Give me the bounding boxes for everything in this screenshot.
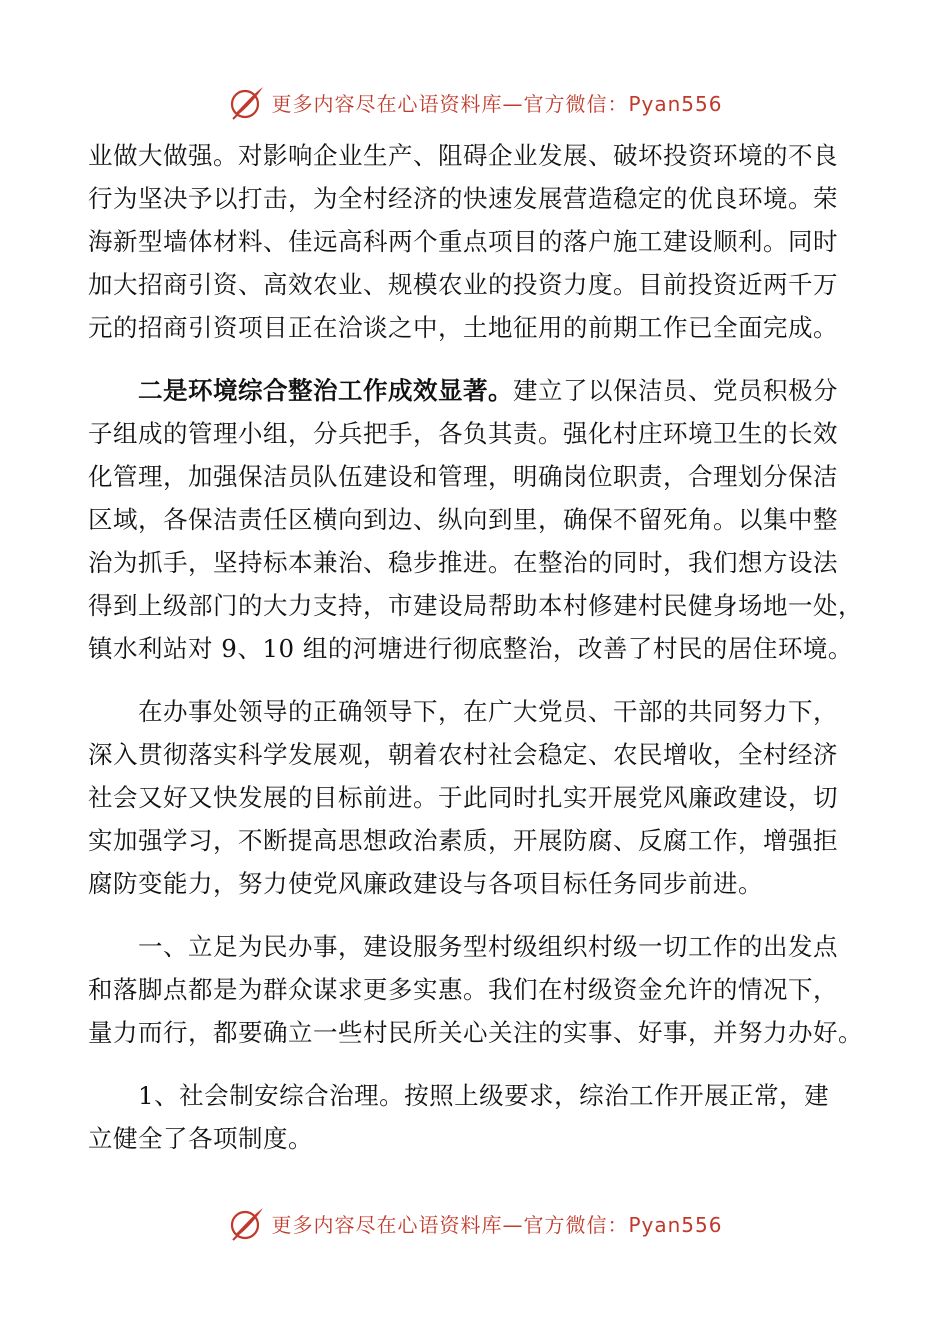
- paragraph-1: [88, 134, 868, 349]
- text-line: 加大招商引资、高效农业、规模农业的投资力度。目前投资近两千万: [88, 270, 838, 299]
- feather-pen-logo-icon: [227, 1205, 267, 1241]
- paragraph-4: [88, 925, 868, 1054]
- text-line: 得到上级部门的大力支持，市建设局帮助本村修建村民健身场地一处，: [88, 591, 863, 620]
- text-line: 1、社会制安综合治理。按照上级要求，综治工作开展正常，建: [138, 1081, 830, 1110]
- text-line: 腐防变能力，努力使党风廉政建设与各项目标任务同步前进。: [88, 869, 763, 898]
- text-line: 深入贯彻落实科学发展观，朝着农村社会稳定、农民增收，全村经济: [88, 740, 838, 769]
- text-line: 实加强学习，不断提高思想政治素质，开展防腐、反腐工作，增强拒: [88, 826, 838, 855]
- header-banner: [0, 82, 950, 122]
- text-line: 区域，各保洁责任区横向到边、纵向到里，确保不留死角。以集中整: [88, 505, 838, 534]
- text-line: 立健全了各项制度。: [88, 1124, 313, 1153]
- text-line: 子组成的管理小组，分兵把手，各负其责。强化村庄环境卫生的长效: [88, 419, 838, 448]
- text-line: [88, 369, 868, 412]
- text-line: 元的招商引资项目正在洽谈之中，土地征用的前期工作已全面完成。: [88, 313, 838, 342]
- footer-banner: [0, 1203, 950, 1243]
- text-line: 和落脚点都是为群众谋求更多实惠。我们在村级资金允许的情况下，: [88, 975, 838, 1004]
- text-line: 行为坚决予以打击，为全村经济的快速发展营造稳定的优良环境。荣: [88, 184, 838, 213]
- paragraph-3: [88, 690, 868, 905]
- bold-lead-heading: 二是环境综合整治工作成效显著。: [138, 376, 513, 405]
- text-line: 社会又好又快发展的目标前进。于此同时扎实开展党风廉政建设，切: [88, 783, 838, 812]
- text-line: 海新型墙体材料、佳远高科两个重点项目的落户施工建设顺利。同时: [88, 227, 838, 256]
- text-line: 一、立足为民办事，建设服务型村级组织村级一切工作的出发点: [138, 932, 838, 961]
- feather-pen-logo-icon: [227, 84, 267, 120]
- text-line: 在办事处领导的正确领导下，在广大党员、干部的共同努力下，: [138, 697, 838, 726]
- paragraph-5: [88, 1074, 868, 1160]
- text-line: 治为抓手，坚持标本兼治、稳步推进。在整治的同时，我们想方设法: [88, 548, 838, 577]
- paragraph-2: [88, 369, 868, 670]
- footer-banner-text: 更多内容尽在心语资料库—官方微信：Pyan556: [271, 1212, 723, 1237]
- text-line-rest: 建立了以保洁员、党员积极分: [513, 376, 838, 405]
- text-line: 业做大做强。对影响企业生产、阻碍企业发展、破坏投资环境的不良: [88, 141, 838, 170]
- text-line: 量力而行，都要确立一些村民所关心关注的实事、好事，并努力办好。: [88, 1018, 863, 1047]
- text-line: 化管理，加强保洁员队伍建设和管理，明确岗位职责，合理划分保洁: [88, 462, 838, 491]
- header-banner-text: 更多内容尽在心语资料库—官方微信：Pyan556: [271, 91, 723, 116]
- document-body: [88, 134, 868, 1180]
- text-line: 镇水利站对 9、10 组的河塘进行彻底整治，改善了村民的居住环境。: [88, 634, 853, 663]
